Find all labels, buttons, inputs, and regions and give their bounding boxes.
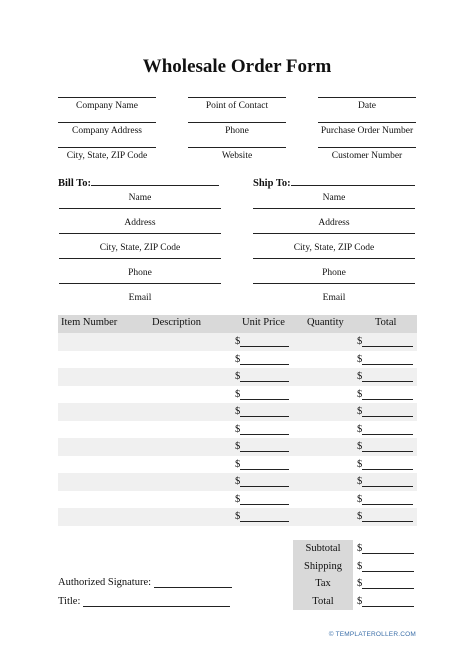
bill-to-label: Bill To: xyxy=(58,178,91,189)
authorized-signature-line xyxy=(154,576,232,588)
currency-symbol: $ xyxy=(235,406,241,417)
table-row xyxy=(58,456,417,474)
col-description: Description xyxy=(152,317,201,328)
company-name-field[interactable] xyxy=(58,97,156,111)
shipping-field[interactable] xyxy=(357,560,414,572)
table-row xyxy=(58,473,417,491)
currency-symbol: $ xyxy=(357,493,363,505)
subtotal-label: Subtotal xyxy=(293,540,353,558)
ship-to-phone-field[interactable] xyxy=(253,267,415,284)
ship-to-name-label: Name xyxy=(322,193,346,203)
total-cell[interactable] xyxy=(357,353,413,365)
city-state-zip-line xyxy=(58,147,156,148)
subtotal-line xyxy=(362,542,414,554)
bill-to-name-label: Name xyxy=(128,193,152,203)
tax-label: Tax xyxy=(293,575,353,593)
unit-price-cell[interactable] xyxy=(235,370,289,382)
currency-symbol: $ xyxy=(357,578,363,589)
items-table xyxy=(58,315,417,526)
bill-to-address-field[interactable] xyxy=(59,217,221,234)
ship-to-address-label: Address xyxy=(318,218,350,228)
unit-price-line xyxy=(240,493,289,505)
authorized-signature-field[interactable] xyxy=(58,576,232,588)
ship-to-heading xyxy=(253,178,415,189)
phone-line xyxy=(188,122,286,123)
currency-symbol: $ xyxy=(357,476,363,487)
currency-symbol: $ xyxy=(235,353,241,365)
bill-to-email-line xyxy=(59,283,221,284)
total-cell[interactable] xyxy=(357,370,413,382)
customer-number-line xyxy=(318,147,416,148)
table-row xyxy=(58,508,417,526)
total-cell[interactable] xyxy=(357,440,413,452)
table-row xyxy=(58,333,417,351)
shipping-line xyxy=(362,560,414,572)
bill-to-phone-label: Phone xyxy=(128,268,152,278)
bill-to-email-field[interactable] xyxy=(59,292,221,304)
items-table-header xyxy=(58,315,417,333)
unit-price-cell[interactable] xyxy=(235,335,289,347)
total-line xyxy=(362,595,414,607)
unit-price-line xyxy=(240,335,289,347)
total-line xyxy=(362,353,413,365)
unit-price-cell[interactable] xyxy=(235,475,289,487)
point-of-contact-field[interactable] xyxy=(188,97,286,111)
ship-to-phone-line xyxy=(253,258,415,259)
currency-symbol: $ xyxy=(357,560,363,572)
ship-to-email-line xyxy=(253,283,415,284)
company-address-label: Company Address xyxy=(72,126,142,136)
bill-to-address-label: Address xyxy=(124,218,156,228)
table-row xyxy=(58,421,417,439)
ship-to-address-field[interactable] xyxy=(253,217,415,234)
table-row xyxy=(58,386,417,404)
company-address-line xyxy=(58,122,156,123)
total-row xyxy=(293,593,417,611)
phone-field[interactable] xyxy=(188,122,286,136)
city-state-zip-label: City, State, ZIP Code xyxy=(66,151,148,161)
currency-symbol: $ xyxy=(235,336,241,347)
point-of-contact-label: Point of Contact xyxy=(205,101,269,111)
customer-number-label: Customer Number xyxy=(331,151,403,161)
total-label: Total xyxy=(293,593,353,611)
unit-price-line xyxy=(240,405,289,417)
currency-symbol: $ xyxy=(357,388,363,400)
shipping-row xyxy=(293,558,417,576)
total-field[interactable] xyxy=(357,595,414,607)
date-line xyxy=(318,97,416,98)
bill-to-city-field[interactable] xyxy=(59,242,221,259)
ship-to-label: Ship To: xyxy=(253,178,291,189)
purchase-order-number-label: Purchase Order Number xyxy=(320,126,414,136)
total-cell[interactable] xyxy=(357,388,413,400)
currency-symbol: $ xyxy=(357,543,363,554)
unit-price-cell[interactable] xyxy=(235,458,289,470)
authorized-signature-label: Authorized Signature: xyxy=(58,577,152,588)
date-field[interactable] xyxy=(318,97,416,111)
currency-symbol: $ xyxy=(357,595,363,607)
bill-to-line[interactable] xyxy=(91,185,219,186)
table-row xyxy=(58,368,417,386)
unit-price-cell[interactable] xyxy=(235,405,289,417)
customer-number-field[interactable] xyxy=(318,147,416,161)
unit-price-line xyxy=(240,388,289,400)
subtotal-field[interactable] xyxy=(357,542,414,554)
unit-price-cell[interactable] xyxy=(235,423,289,435)
currency-symbol: $ xyxy=(357,511,363,522)
tax-row xyxy=(293,575,417,593)
ship-to-city-label: City, State, ZIP Code xyxy=(293,243,375,253)
shipping-label: Shipping xyxy=(293,558,353,576)
bill-to-phone-field[interactable] xyxy=(59,267,221,284)
currency-symbol: $ xyxy=(235,371,241,382)
currency-symbol: $ xyxy=(357,353,363,365)
bill-to-city-label: City, State, ZIP Code xyxy=(99,243,181,253)
currency-symbol: $ xyxy=(235,511,241,522)
purchase-order-number-line xyxy=(318,122,416,123)
col-item-number: Item Number xyxy=(61,317,118,328)
items-table-body xyxy=(58,333,417,526)
unit-price-cell[interactable] xyxy=(235,493,289,505)
col-quantity: Quantity xyxy=(307,317,344,328)
total-cell[interactable] xyxy=(357,423,413,435)
form-title: Wholesale Order Form xyxy=(142,56,332,77)
ship-to-phone-label: Phone xyxy=(322,268,346,278)
total-line xyxy=(362,388,413,400)
currency-symbol: $ xyxy=(235,476,241,487)
currency-symbol: $ xyxy=(357,441,363,452)
company-address-field[interactable] xyxy=(58,122,156,136)
tax-line xyxy=(362,577,414,589)
currency-symbol: $ xyxy=(235,423,241,435)
col-total: Total xyxy=(375,317,397,328)
currency-symbol: $ xyxy=(235,388,241,400)
bill-to-email-label: Email xyxy=(128,293,152,303)
date-label: Date xyxy=(358,101,376,111)
bill-to-phone-line xyxy=(59,258,221,259)
point-of-contact-line xyxy=(188,97,286,98)
unit-price-cell[interactable] xyxy=(235,388,289,400)
ship-to-city-line xyxy=(253,233,415,234)
total-line xyxy=(362,510,413,522)
total-line xyxy=(362,440,413,452)
currency-symbol: $ xyxy=(235,493,241,505)
unit-price-line xyxy=(240,423,289,435)
website-label: Website xyxy=(221,151,253,161)
total-cell[interactable] xyxy=(357,510,413,522)
unit-price-line xyxy=(240,440,289,452)
signature-title-label: Title: xyxy=(58,596,81,607)
company-name-label: Company Name xyxy=(75,101,138,111)
ship-to-email-field[interactable] xyxy=(253,292,415,304)
ship-to-address-line xyxy=(253,208,415,209)
currency-symbol: $ xyxy=(357,336,363,347)
total-line xyxy=(362,370,413,382)
total-cell[interactable] xyxy=(357,493,413,505)
purchase-order-number-field[interactable] xyxy=(318,122,416,136)
currency-symbol: $ xyxy=(357,423,363,435)
total-cell[interactable] xyxy=(357,458,413,470)
total-line xyxy=(362,405,413,417)
bill-to-heading xyxy=(58,178,219,189)
table-row xyxy=(58,438,417,456)
col-unit-price: Unit Price xyxy=(242,317,285,328)
total-line xyxy=(362,335,413,347)
ship-to-email-label: Email xyxy=(322,293,346,303)
table-row xyxy=(58,491,417,509)
tax-field[interactable] xyxy=(357,577,414,589)
total-line xyxy=(362,458,413,470)
unit-price-line xyxy=(240,353,289,365)
ship-to-name-field[interactable] xyxy=(253,192,415,209)
subtotal-row xyxy=(293,540,417,558)
bill-to-name-field[interactable] xyxy=(59,192,221,209)
unit-price-line xyxy=(240,510,289,522)
total-cell[interactable] xyxy=(357,335,413,347)
bill-to-address-line xyxy=(59,208,221,209)
currency-symbol: $ xyxy=(235,458,241,470)
ship-to-city-field[interactable] xyxy=(253,242,415,259)
unit-price-cell[interactable] xyxy=(235,510,289,522)
unit-price-cell[interactable] xyxy=(235,353,289,365)
table-row xyxy=(58,351,417,369)
unit-price-line xyxy=(240,458,289,470)
total-line xyxy=(362,475,413,487)
total-line xyxy=(362,423,413,435)
total-cell[interactable] xyxy=(357,475,413,487)
table-row xyxy=(58,403,417,421)
signature-title-line xyxy=(83,595,230,607)
bill-to-city-line xyxy=(59,233,221,234)
city-state-zip-field[interactable] xyxy=(58,147,156,161)
website-line xyxy=(188,147,286,148)
signature-title-field[interactable] xyxy=(58,595,230,607)
total-line xyxy=(362,493,413,505)
currency-symbol: $ xyxy=(235,441,241,452)
company-name-line xyxy=(58,97,156,98)
currency-symbol: $ xyxy=(357,406,363,417)
footer-brand[interactable]: © TEMPLATEROLLER.COM xyxy=(328,631,416,638)
unit-price-line xyxy=(240,475,289,487)
phone-label: Phone xyxy=(225,126,249,136)
ship-to-line[interactable] xyxy=(291,185,415,186)
total-cell[interactable] xyxy=(357,405,413,417)
unit-price-line xyxy=(240,370,289,382)
unit-price-cell[interactable] xyxy=(235,440,289,452)
currency-symbol: $ xyxy=(357,371,363,382)
currency-symbol: $ xyxy=(357,458,363,470)
website-field[interactable] xyxy=(188,147,286,161)
